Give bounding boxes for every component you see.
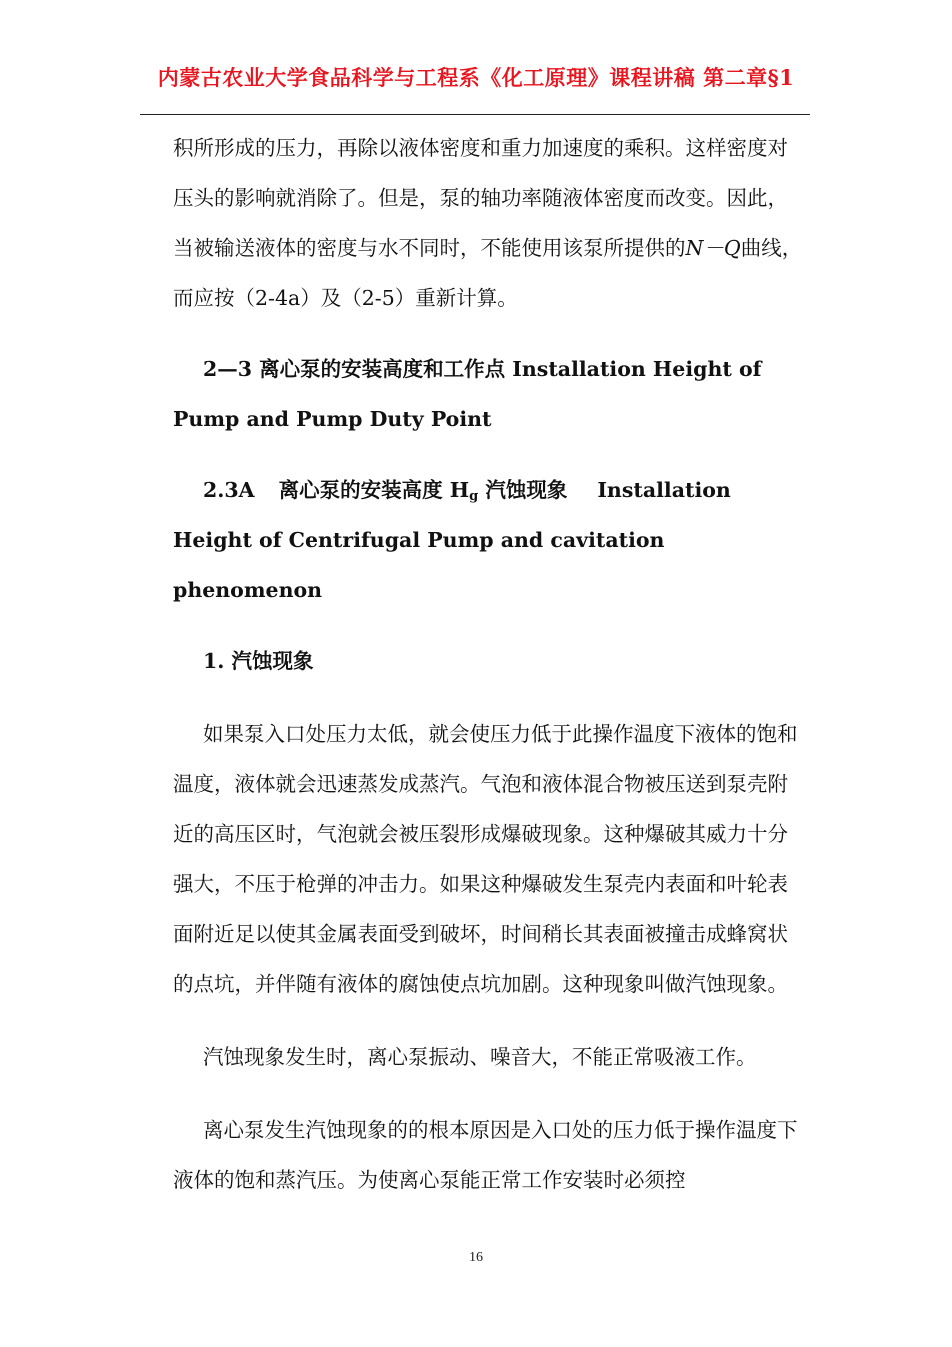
section-heading-2-3: 2—3 离心泵的安装高度和工作点 Installation Height of Pump and Pump Duty Point	[173, 357, 762, 431]
list-item-1: 1. 汽蚀现象	[203, 649, 314, 673]
paragraph-symptoms: 汽蚀现象发生时，离心泵振动、噪音大，不能正常吸液工作。	[203, 1045, 757, 1069]
subscript-g: g	[469, 489, 479, 504]
section-title-en: Installation Height of Centrifugal Pump and cavitation phenomenon	[173, 478, 731, 602]
paragraph-text-end: 曲线，而应按（2-4a）及（2-5）重新计算。	[173, 236, 803, 310]
paragraph-continuation	[173, 123, 803, 323]
paragraph-cavitation: 如果泵入口处压力太低，就会使压力低于此操作温度下液体的饱和温度，液体就会迅速蒸发成蒸汽。气泡和液体混合物被压送到泵壳附近的高压区时，气泡就会被压裂形成爆破现象。这种爆破其威力十分强大，不压于枪弹的冲击力。如果这种爆破发生泵壳内表面和叶轮表面附近足以使其金属表面受到破坏，时间稍长其表面被撞击成蜂窝状的点坑，并伴随有液体的腐蚀使点坑加剧。这种现象叫做汽蚀现象。	[173, 722, 798, 996]
section-title-cn: 离心泵的安装高度 H	[278, 478, 470, 502]
section-number: 2.3A	[203, 478, 255, 502]
page-content	[173, 123, 803, 1205]
section-title-cn2: 汽蚀现象	[478, 478, 568, 502]
section-heading-2-3a	[173, 465, 803, 615]
paragraph-text: 积所形成的压力，再除以液体密度和重力加速度的乘积。这样密度对压头的影响就消除了。但是，泵的轴功率随液体密度而改变。因此，当被输送液体的密度与水不同时，不能使用该泵所提供的	[173, 136, 788, 260]
page-header-title: 内蒙古农业大学食品科学与工程系《化工原理》课程讲稿 第二章§1	[157, 65, 795, 90]
page-number: 16	[469, 1250, 483, 1265]
header-divider	[140, 114, 810, 115]
curve-variable: N－Q	[685, 236, 741, 260]
paragraph-cause: 离心泵发生汽蚀现象的的根本原因是入口处的压力低于操作温度下液体的饱和蒸汽压。为使离心泵能正常工作安装时必须控	[173, 1118, 798, 1192]
